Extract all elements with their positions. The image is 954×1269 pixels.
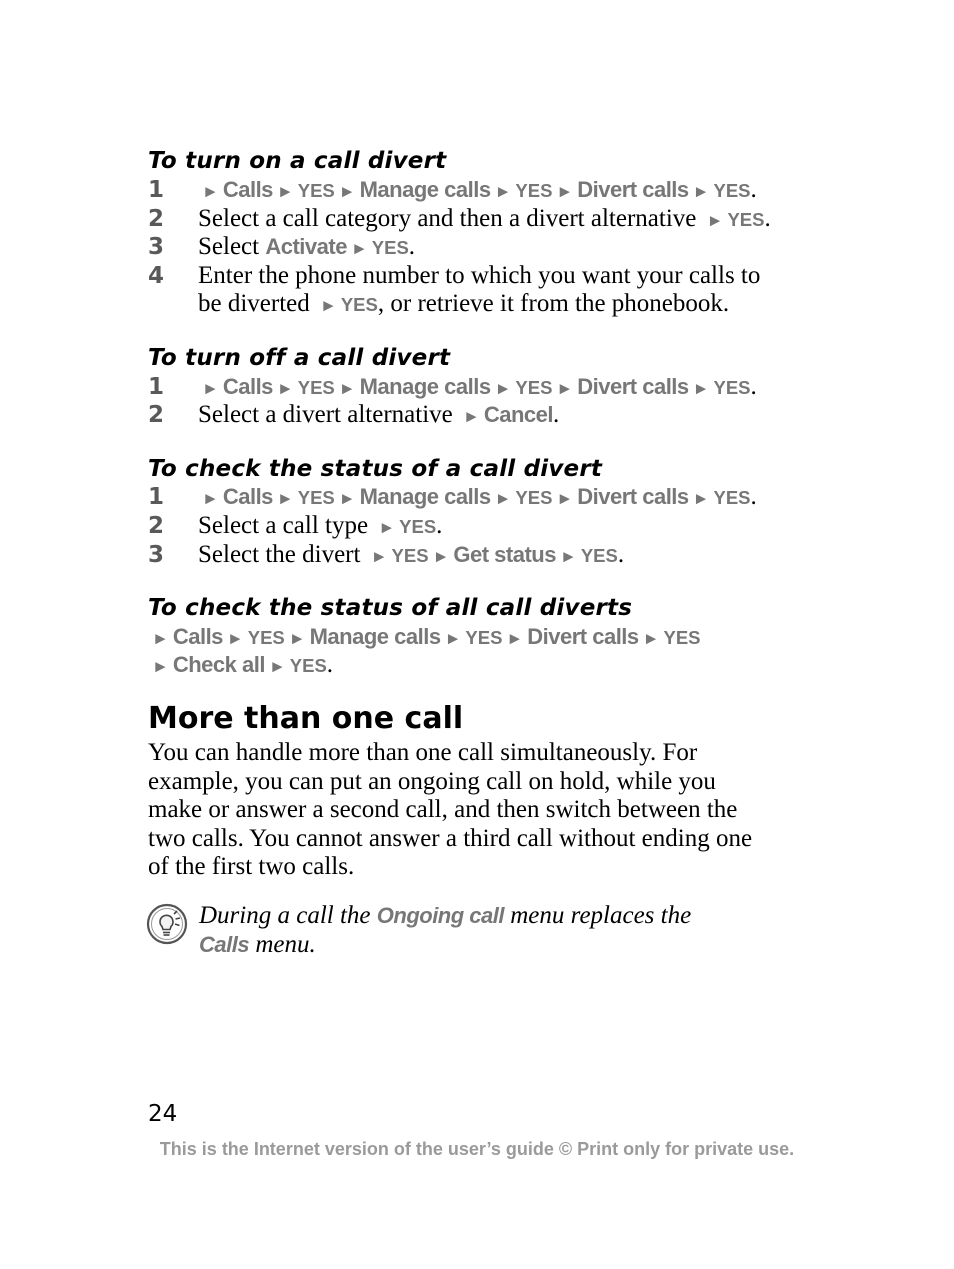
- yes-key-label: YES: [399, 516, 437, 537]
- arrow-icon: ►: [152, 657, 169, 676]
- arrow-icon: ►: [559, 547, 577, 566]
- topic-heading: More than one call: [148, 701, 464, 736]
- body-paragraph: [148, 739, 818, 882]
- arrow-icon: ►: [276, 182, 294, 201]
- arrow-icon: ►: [276, 379, 294, 398]
- arrow-icon: ►: [494, 182, 512, 201]
- step-text: [198, 483, 757, 514]
- step-text: [198, 205, 771, 236]
- step-text: [198, 512, 442, 543]
- menu-item-name: Calls: [222, 374, 273, 399]
- arrow-icon: ►: [338, 182, 356, 201]
- menu-item-name: Calls: [172, 624, 223, 649]
- arrow-icon: ►: [320, 296, 337, 315]
- step-text: [198, 233, 415, 264]
- menu-item-name: Calls: [199, 931, 250, 957]
- yes-key-label: YES: [663, 627, 701, 648]
- text-run: .: [750, 483, 757, 510]
- step-text: [198, 373, 757, 404]
- arrow-icon: ►: [506, 629, 524, 648]
- menu-item-name: Cancel: [483, 402, 553, 427]
- arrow-icon: ►: [556, 379, 574, 398]
- arrow-icon: ►: [692, 379, 710, 398]
- arrow-icon: ►: [370, 547, 388, 566]
- arrow-icon: ►: [152, 629, 169, 648]
- text-run: be diverted: [198, 290, 317, 317]
- arrow-icon: ►: [642, 629, 660, 648]
- menu-path-line: [148, 651, 333, 682]
- arrow-icon: ►: [494, 489, 512, 508]
- section-heading-check-status: To check the status of a call divert: [148, 456, 603, 482]
- yes-key-label: YES: [297, 180, 335, 201]
- yes-key-label: YES: [247, 627, 285, 648]
- step-text: [198, 541, 624, 572]
- menu-item-name: Get status: [453, 542, 556, 567]
- arrow-icon: ►: [226, 629, 244, 648]
- arrow-icon: ►: [556, 182, 574, 201]
- arrow-icon: ►: [494, 379, 512, 398]
- section-heading-check-all: To check the status of all call diverts: [148, 595, 633, 621]
- paragraph-line: example, you can put an ongoing call on hold, while you: [148, 767, 716, 795]
- text-run: .: [408, 233, 416, 260]
- paragraph-line: two calls. You cannot answer a third call without ending one: [148, 824, 753, 852]
- arrow-icon: ►: [706, 211, 724, 230]
- yes-key-label: YES: [580, 545, 618, 566]
- paragraph-line: make or answer a second call, and then switch between the: [148, 796, 738, 824]
- paragraph-line: You can handle more than one call simultaneously. For: [148, 739, 698, 766]
- yes-key-label: YES: [297, 377, 335, 398]
- arrow-icon: ►: [692, 182, 710, 201]
- text-run: .: [750, 373, 757, 400]
- arrow-icon: ►: [432, 547, 450, 566]
- yes-key-label: YES: [465, 627, 503, 648]
- yes-key-label: YES: [340, 294, 378, 315]
- footer-notice: This is the Internet version of the user’s guide © Print only for private use.: [159, 1139, 795, 1159]
- step-number: 2: [148, 206, 165, 232]
- paragraph-line: of the first two calls.: [148, 853, 355, 881]
- arrow-icon: ►: [556, 489, 574, 508]
- menu-item-name: Manage calls: [309, 624, 441, 649]
- menu-item-name: Calls: [222, 177, 273, 202]
- yes-key-label: YES: [371, 237, 409, 258]
- text-run: .: [436, 512, 443, 539]
- text-run: Select a divert alternative: [198, 401, 459, 428]
- text-run: .: [326, 651, 334, 678]
- step-number: 3: [148, 234, 165, 260]
- menu-item-name: Divert calls: [577, 374, 689, 399]
- step-text: [198, 176, 757, 207]
- arrow-icon: ►: [378, 518, 396, 537]
- text-run: .: [617, 541, 625, 568]
- menu-item-name: Manage calls: [359, 374, 491, 399]
- yes-key-label: YES: [713, 487, 751, 508]
- step-text: [198, 401, 559, 432]
- step-number: 3: [148, 542, 165, 568]
- arrow-icon: ►: [350, 239, 368, 258]
- step-number: 2: [148, 402, 165, 428]
- tip-text: [199, 902, 691, 959]
- step-text: [198, 290, 729, 321]
- section-heading-turn-on: To turn on a call divert: [148, 148, 447, 174]
- text-run: .: [552, 401, 560, 428]
- yes-key-label: YES: [515, 377, 553, 398]
- menu-item-name: Check all: [172, 652, 265, 677]
- lightbulb-icon: [146, 903, 188, 945]
- text-run: menu replaces the: [504, 902, 692, 929]
- text-run: Enter the phone number to which you want your calls to: [198, 262, 761, 289]
- arrow-icon: ►: [444, 629, 462, 648]
- tip-line: [199, 931, 691, 960]
- menu-item-name: Divert calls: [527, 624, 639, 649]
- yes-key-label: YES: [515, 487, 553, 508]
- menu-item-name: Divert calls: [577, 484, 689, 509]
- yes-key-label: YES: [713, 180, 751, 201]
- arrow-icon: ►: [338, 489, 356, 508]
- arrow-icon: ►: [268, 657, 286, 676]
- tip-line: [199, 902, 691, 931]
- step-number: 1: [148, 484, 165, 510]
- text-run: Select the divert: [198, 541, 367, 568]
- section-heading-turn-off: To turn off a call divert: [148, 345, 451, 371]
- menu-item-name: Divert calls: [577, 177, 689, 202]
- text-run: , or retrieve it from the phonebook.: [377, 290, 730, 317]
- step-number: 2: [148, 513, 165, 539]
- yes-key-label: YES: [713, 377, 751, 398]
- yes-key-label: YES: [289, 655, 327, 676]
- arrow-icon: ►: [202, 489, 219, 508]
- arrow-icon: ►: [276, 489, 294, 508]
- arrow-icon: ►: [692, 489, 710, 508]
- yes-key-label: YES: [391, 545, 429, 566]
- step-number: 1: [148, 177, 165, 203]
- yes-key-label: YES: [297, 487, 335, 508]
- step-number: 1: [148, 374, 165, 400]
- menu-item-name: Activate: [265, 234, 347, 259]
- menu-item-name: Calls: [222, 484, 273, 509]
- text-run: .: [750, 176, 757, 203]
- arrow-icon: ►: [202, 182, 219, 201]
- arrow-icon: ►: [338, 379, 356, 398]
- yes-key-label: YES: [515, 180, 553, 201]
- text-run: .: [764, 205, 771, 232]
- text-run: Select: [198, 233, 266, 260]
- text-run: Select a call type: [198, 512, 375, 539]
- text-run: menu.: [249, 930, 316, 958]
- arrow-icon: ►: [288, 629, 306, 648]
- menu-item-name: Ongoing call: [376, 903, 504, 928]
- menu-item-name: Manage calls: [359, 177, 491, 202]
- menu-item-name: Manage calls: [359, 484, 491, 509]
- arrow-icon: ►: [463, 407, 480, 426]
- step-text: [198, 262, 760, 291]
- arrow-icon: ►: [202, 379, 219, 398]
- yes-key-label: YES: [727, 209, 765, 230]
- step-number: 4: [148, 263, 165, 289]
- text-run: During a call the: [199, 902, 377, 929]
- page-number: 24: [148, 1101, 178, 1127]
- menu-path-line: [148, 623, 701, 654]
- text-run: Select a call category and then a divert alternative: [198, 205, 703, 232]
